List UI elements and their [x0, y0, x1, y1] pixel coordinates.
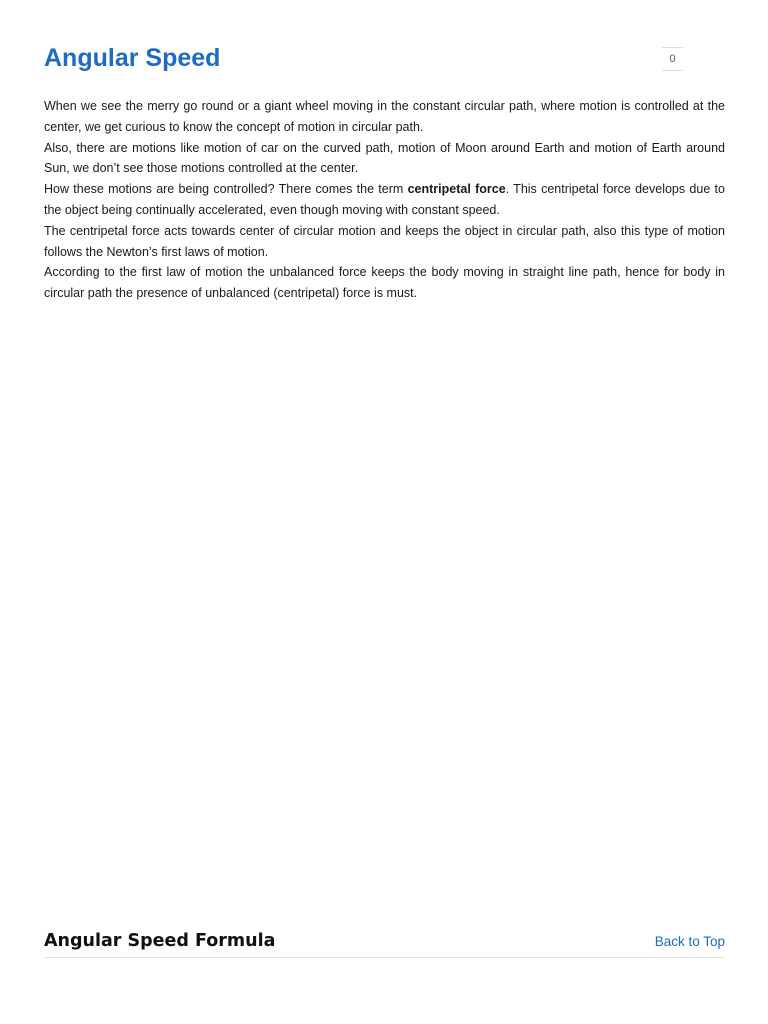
- paragraph: [44, 179, 725, 221]
- next-section-header: [44, 928, 725, 958]
- section-heading: Angular Speed Formula: [44, 931, 276, 951]
- paragraph: Also, there are motions like motion of car on the curved path, motion of Moon around Earth and motion of Earth around Sun, we don’t see those motions controlled at the center.: [44, 140, 725, 176]
- page-title: Angular Speed: [44, 44, 221, 72]
- like-count-badge[interactable]: 0: [662, 47, 683, 71]
- back-to-top-link[interactable]: Back to Top: [654, 934, 725, 949]
- paragraph-text: How these motions are being controlled? There comes the term: [44, 182, 408, 197]
- paragraph-text: . This centripetal force develops due to the object being continually accelerated, even though moving with constant speed.: [44, 182, 725, 217]
- paragraph: The centripetal force acts towards center of circular motion and keeps the object in circular path, also this type of motion follows the Newton’s first laws of motion.: [44, 223, 725, 259]
- paragraph: When we see the merry go round or a giant wheel moving in the constant circular path, where motion is controlled at the center, we get curious to know the concept of motion in circular path.: [44, 99, 725, 134]
- bold-term: centripetal force: [407, 182, 506, 197]
- paragraph: According to the first law of motion the unbalanced force keeps the body moving in straight line path, hence for body in circular path the presence of unbalanced (centripetal) force is must.: [44, 265, 725, 301]
- article-body: [44, 96, 725, 304]
